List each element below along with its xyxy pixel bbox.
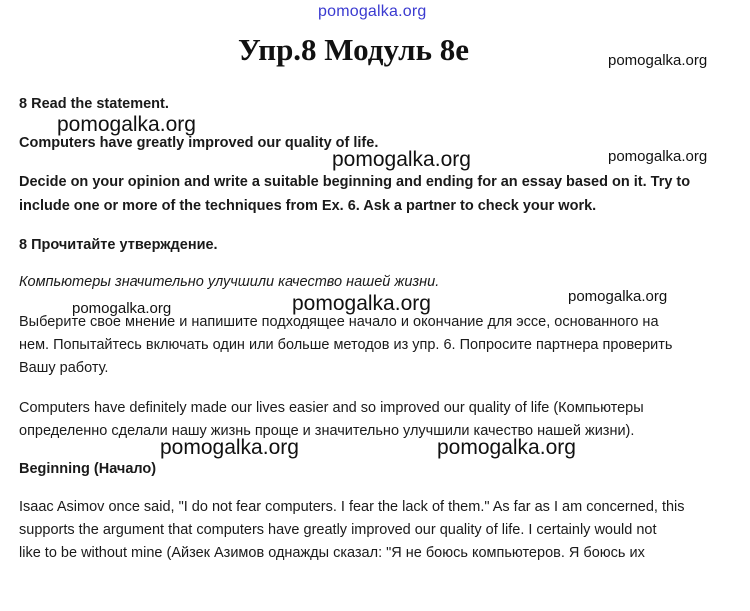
instruction-ru-line-1: Выберите свое мнение и напишите подходящее начало и окончание для эссе, основанного на [19,314,659,330]
watermark: pomogalka.org [608,148,708,165]
statement-en: Computers have greatly improved our quality of life. [19,135,379,151]
answer-line-2: определенно сделали нашу жизнь проще и значительно улучшили качество нашей жизни). [19,423,635,439]
site-link[interactable]: pomogalka.org [318,3,427,20]
watermark: pomogalka.org [72,300,172,317]
instruction-ru-line-2: нем. Попытайтесь включать один или больше методов из упр. 6. Попросите партнера проверить [19,337,673,353]
watermark: pomogalka.org [437,436,576,459]
watermark: pomogalka.org [608,52,708,69]
beginning-heading: Beginning (Начало) [19,461,157,477]
instruction-en-line-2: include one or more of the techniques from Ex. 6. Ask a partner to check your work. [19,198,597,214]
page-title: Упр.8 Модуль 8е [238,32,469,67]
watermark: pomogalka.org [57,113,196,136]
watermark: pomogalka.org [568,288,668,305]
watermark: pomogalka.org [160,436,299,459]
instruction-ru-line-3: Вашу работу. [19,360,109,376]
statement-ru: Компьютеры значительно улучшили качество нашей жизни. [19,274,440,290]
beginning-line-1: Isaac Asimov once said, "I do not fear computers. I fear the lack of them." As far as I am concerned, this [19,499,685,515]
watermark: pomogalka.org [292,292,431,315]
watermark: pomogalka.org [332,148,471,171]
instruction-en-line-1: Decide on your opinion and write a suitable beginning and ending for an essay based on it. Try to [19,174,691,190]
task-heading-ru: 8 Прочитайте утверждение. [19,237,218,253]
beginning-line-2: supports the argument that computers have greatly improved our quality of life. I certainly would not [19,522,657,538]
beginning-line-3: like to be without mine (Айзек Азимов однажды сказал: "Я не боюсь компьютеров. Я боюсь их [19,545,645,561]
task-heading-en: 8 Read the statement. [19,96,169,112]
answer-line-1: Computers have definitely made our lives easier and so improved our quality of life (Компьютеры [19,400,644,416]
